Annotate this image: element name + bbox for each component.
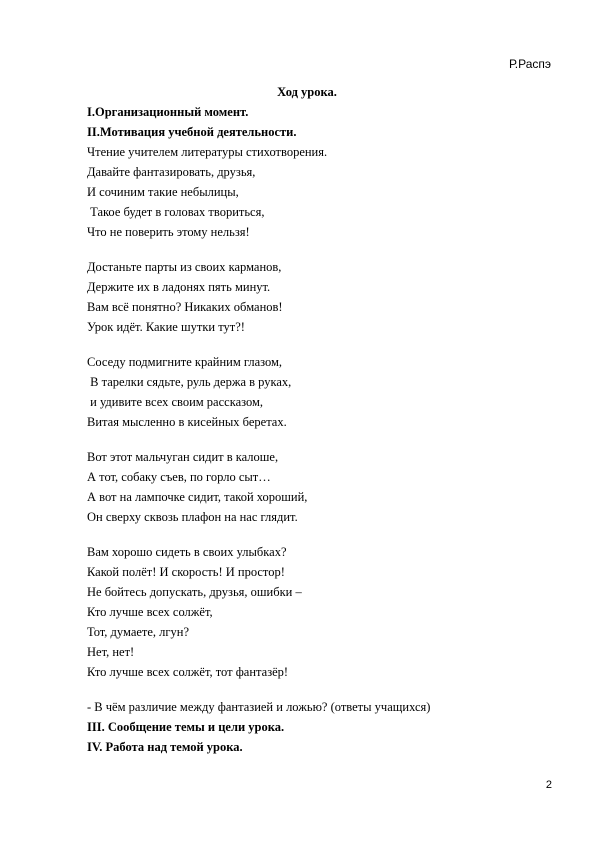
poem-line: Витая мысленно в кисейных беретах. <box>87 415 287 429</box>
poem-line: Вам всё понятно? Никаких обманов! <box>87 300 283 314</box>
poem-line: Такое будет в головах твориться, <box>87 205 265 219</box>
stanza-gap <box>87 527 527 542</box>
section-heading-1: I.Организационный момент. <box>87 105 249 119</box>
poem-stanza-1 <box>87 162 527 242</box>
poem-line: Не бойтесь допускать, друзья, ошибки – <box>87 585 302 599</box>
poem-stanza-2 <box>87 257 527 337</box>
discussion-question: - В чём различие между фантазией и ложью? (ответы учащихся) <box>87 700 431 714</box>
poem-line: Соседу подмигните крайним глазом, <box>87 355 283 369</box>
page-number: 2 <box>545 779 552 791</box>
poem-line: Какой полёт! И скорость! И простор! <box>87 565 285 579</box>
document-body <box>87 82 527 757</box>
poem-line: А вот на лампочке сидит, такой хороший, <box>87 490 308 504</box>
poem-line: И сочиним такие небылицы, <box>87 185 239 199</box>
poem-line: В тарелки сядьте, руль держа в руках, <box>87 375 292 389</box>
poem-stanza-4 <box>87 447 527 527</box>
author-name: Р.Распэ <box>509 57 551 71</box>
stanza-gap <box>87 682 527 697</box>
stanza-gap <box>87 432 527 447</box>
poem-line: Кто лучше всех солжёт, тот фантазёр! <box>87 665 289 679</box>
poem-stanza-3 <box>87 352 527 432</box>
section-heading-2: II.Мотивация учебной деятельности. <box>87 125 297 139</box>
section-heading-4: IV. Работа над темой урока. <box>87 740 243 754</box>
poem-line: Вам хорошо сидеть в своих улыбках? <box>87 545 287 559</box>
stanza-gap <box>87 242 527 257</box>
poem-line: А тот, собаку съев, по горло сыт… <box>87 470 271 484</box>
poem-line: Кто лучше всех солжёт, <box>87 605 213 619</box>
poem-line: Вот этот мальчуган сидит в калоше, <box>87 450 279 464</box>
poem-line: Тот, думаете, лгун? <box>87 625 190 639</box>
section-heading-3: III. Сообщение темы и цели урока. <box>87 720 285 734</box>
poem-stanza-5 <box>87 542 527 682</box>
poem-line: Урок идёт. Какие шутки тут?! <box>87 320 245 334</box>
poem-line: Что не поверить этому нельзя! <box>87 225 250 239</box>
page-title: Ход урока. <box>277 85 337 99</box>
poem-line: Нет, нет! <box>87 645 135 659</box>
stanza-gap <box>87 337 527 352</box>
poem-line: Достаньте парты из своих карманов, <box>87 260 282 274</box>
poem-line: Он сверху сквозь плафон на нас глядит. <box>87 510 298 524</box>
poem-line: Давайте фантазировать, друзья, <box>87 165 256 179</box>
poem-line: и удивите всех своим рассказом, <box>87 395 264 409</box>
poem-line: Держите их в ладонях пять минут. <box>87 280 271 294</box>
intro-text: Чтение учителем литературы стихотворения. <box>87 145 328 159</box>
